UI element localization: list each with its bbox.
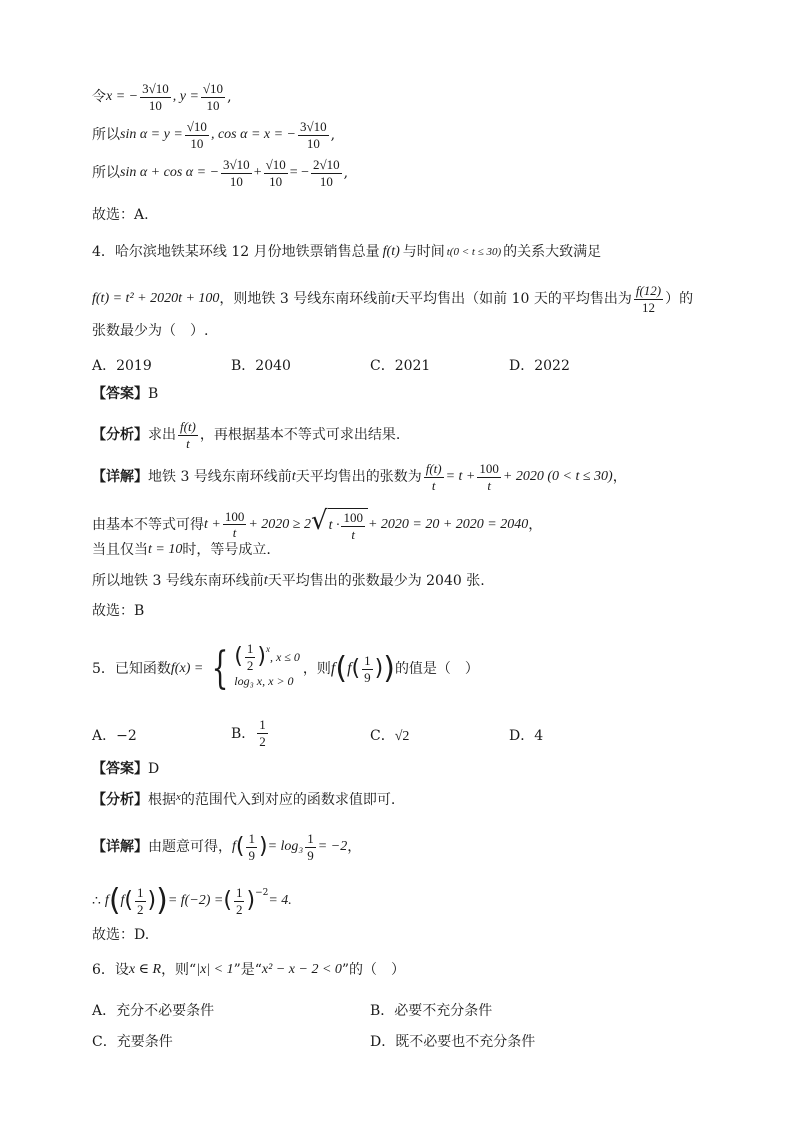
analysis-label: 【分析】 <box>92 427 148 444</box>
numerator: 1 <box>248 831 255 846</box>
text: 时，等号成立. <box>182 542 271 558</box>
numerator: √10 <box>202 81 224 96</box>
math-var: f <box>104 893 109 909</box>
text: 设 <box>114 962 129 978</box>
answer-value: D <box>148 761 160 777</box>
denominator: t <box>431 477 436 493</box>
case-2 <box>234 669 300 693</box>
numerator: f(t) <box>425 461 442 476</box>
piecewise-function <box>206 640 300 694</box>
choose-line <box>92 208 149 222</box>
solution-line-2 <box>92 120 335 150</box>
math-expr: f(t) <box>382 244 400 259</box>
text: ， <box>612 469 627 486</box>
text: 天平均售出（如前 10 天的平均售出为 <box>395 291 632 308</box>
q6-option-c: C．充要条件 <box>92 1034 173 1050</box>
fraction <box>245 642 256 672</box>
math-expr: = − <box>289 165 310 181</box>
exponent: x <box>265 643 270 654</box>
fraction <box>424 462 444 492</box>
text: , <box>330 127 336 144</box>
text: ，则 <box>302 661 331 677</box>
text: ）的 <box>665 291 694 308</box>
math-var: t <box>291 469 296 485</box>
text: 根据 <box>148 792 176 808</box>
analysis-label: 【分析】 <box>92 792 148 808</box>
paren-icon: ( <box>108 883 121 919</box>
numerator: 3√10 <box>142 81 169 96</box>
q4-stem-line-2 <box>92 284 693 314</box>
denominator: 9 <box>307 847 314 863</box>
question-number: 6． <box>92 962 115 978</box>
fraction <box>201 82 225 112</box>
math-expr: f(x) = <box>170 661 204 676</box>
math-expr: sin α = y = <box>120 127 183 143</box>
q6-option-d: D．既不必要也不充分条件 <box>370 1034 536 1050</box>
fraction <box>341 511 365 541</box>
text: ，再根据基本不等式可求出结果. <box>199 427 401 444</box>
paren-icon: ( <box>235 834 245 860</box>
text: ，则地铁 3 号线东南环线前 <box>219 291 392 308</box>
math-var: f <box>330 660 336 677</box>
q5-option-a: A．−2 <box>92 728 137 744</box>
q5-answer <box>92 762 159 776</box>
denominator: 2 <box>137 901 144 917</box>
math-expr: x ∈ R <box>128 962 162 977</box>
q6-stem <box>92 963 405 977</box>
q4-equality-condition <box>92 543 271 557</box>
q5-stem <box>92 640 479 694</box>
denominator: 2 <box>259 733 266 749</box>
fraction <box>223 510 247 540</box>
math-expr: f(t) = t² + 2020t + 100 <box>92 291 220 307</box>
q4-stem-line-1 <box>92 245 601 259</box>
math-expr: t + <box>204 516 221 532</box>
fraction <box>221 158 252 188</box>
paren-icon: ) <box>257 644 266 669</box>
fraction <box>477 462 501 492</box>
math-var: x <box>176 790 181 803</box>
math-var: f <box>347 660 352 677</box>
paren-icon: ( <box>234 644 243 669</box>
fraction <box>264 158 288 188</box>
text: 的关系大致满足 <box>503 244 602 260</box>
answer-label: 【答案】 <box>92 386 148 402</box>
q4-stem-line-3 <box>92 324 208 338</box>
fraction <box>135 886 146 916</box>
fraction <box>634 284 663 314</box>
math-var: t <box>391 291 396 307</box>
numerator: 3√10 <box>223 157 250 172</box>
math-var: f <box>232 839 236 855</box>
fraction <box>362 654 373 684</box>
math-expr: = log₃ <box>267 839 304 855</box>
q5-option-d: D．4 <box>509 728 544 744</box>
text: 故选：D. <box>92 927 150 943</box>
text: 天平均售出的张数最少为 2040 张. <box>267 573 485 589</box>
math-expr: x² − x − 2 < 0 <box>261 962 342 977</box>
fraction <box>311 158 342 188</box>
q5-choose <box>92 928 149 942</box>
math-expr: sin α + cos α = − <box>120 165 220 181</box>
q4-answer <box>92 387 158 401</box>
exponent: −2 <box>255 887 269 898</box>
q5-option-b <box>231 718 270 748</box>
fraction <box>234 886 245 916</box>
detail-label: 【详解】 <box>92 469 148 486</box>
condition: , x ≤ 0 <box>269 650 300 664</box>
text: 与时间 <box>402 244 445 260</box>
cases <box>234 640 300 693</box>
case-1 <box>234 640 300 673</box>
fraction <box>140 82 171 112</box>
denominator: 10 <box>269 173 283 189</box>
numerator: 1 <box>235 885 243 900</box>
solution-line-3 <box>92 158 348 188</box>
math-expr: x = − <box>106 89 139 105</box>
math-expr: + <box>253 165 262 181</box>
radical-sign-icon: √ <box>310 506 328 536</box>
text: ， <box>347 839 362 856</box>
numerator: √10 <box>265 157 286 172</box>
fraction <box>257 718 268 748</box>
q5-option-c <box>370 725 409 745</box>
paren-icon: ( <box>351 656 361 681</box>
radicand <box>328 508 368 541</box>
numerator: 100 <box>479 461 499 476</box>
q4-option-a: A．2019 <box>92 358 152 374</box>
denominator: 12 <box>641 299 655 315</box>
denominator: t <box>487 477 491 493</box>
math-expr: , cos α = x = − <box>210 127 297 143</box>
denominator: 2 <box>235 901 243 917</box>
q5-analysis <box>92 790 396 808</box>
math-expr: |x| < 1 <box>196 962 234 977</box>
fraction <box>185 120 209 150</box>
numerator: 100 <box>343 510 363 525</box>
solution-line-1 <box>92 82 232 112</box>
math-expr: t · <box>328 517 340 533</box>
q5-therefore <box>92 883 292 919</box>
text: , <box>343 165 349 182</box>
text: 令 <box>92 89 106 106</box>
q6-option-b: B．必要不充分条件 <box>370 1003 493 1019</box>
numerator: 1 <box>137 885 144 900</box>
q6-option-a: A．充分不必要条件 <box>92 1003 215 1019</box>
numerator: 1 <box>246 640 254 656</box>
text: ”是“ <box>233 962 262 978</box>
answer-value: B <box>148 386 159 402</box>
paren-icon: ) <box>383 651 395 686</box>
q4-option-c: C．2021 <box>370 358 431 374</box>
numerator: 1 <box>259 717 266 732</box>
text: 哈尔滨地铁某环线 12 月份地铁票销售总量 <box>114 244 380 260</box>
denominator: 10 <box>319 173 333 189</box>
text: 当且仅当 <box>92 542 148 558</box>
paren-icon: ) <box>156 883 168 919</box>
q4-choose <box>92 604 144 618</box>
paren-icon: ( <box>335 651 348 686</box>
math-expr: t = 10 <box>148 542 183 557</box>
text: 由题意可得， <box>148 839 232 856</box>
math-expr: = −2 <box>317 839 348 855</box>
paren-icon: ) <box>258 834 268 860</box>
option-label: B． <box>231 726 256 743</box>
paren-icon: ( <box>124 888 134 914</box>
math-expr: + 2020 ≥ 2 <box>248 516 311 532</box>
q5-detail <box>92 832 361 862</box>
paren-icon: ) <box>147 888 157 914</box>
math-expr: = 4. <box>268 893 292 909</box>
numerator: f(t) <box>180 419 196 434</box>
q4-option-b: B．2040 <box>231 358 291 374</box>
q4-conclusion <box>92 574 485 588</box>
denominator: 9 <box>364 669 371 685</box>
numerator: 100 <box>224 508 245 524</box>
denominator: 10 <box>190 135 204 151</box>
square-root <box>311 508 368 541</box>
text: 由基本不等式可得 <box>92 516 204 533</box>
text: 所以 <box>92 165 120 182</box>
text: 所以 <box>92 127 120 144</box>
text: 求出 <box>148 427 176 444</box>
text: 张数最少为（ ）. <box>92 323 209 339</box>
text: ，则“ <box>161 962 197 978</box>
denominator: t <box>232 525 237 541</box>
fraction <box>305 832 316 862</box>
paren-icon: ( <box>223 888 232 914</box>
option-label: C． <box>370 728 395 744</box>
denominator: 9 <box>248 847 255 863</box>
text: ， <box>528 516 543 533</box>
denominator: t <box>186 435 190 451</box>
fraction <box>246 832 257 862</box>
question-number: 4． <box>92 244 115 260</box>
text: 的值是（ ） <box>394 661 479 677</box>
numerator: 2√10 <box>313 157 340 172</box>
left-brace-icon: { <box>211 643 229 694</box>
text: , <box>227 89 232 106</box>
numerator: 3√10 <box>300 119 327 134</box>
text: 天平均售出的张数为 <box>295 469 422 486</box>
option-value: √2 <box>394 729 410 744</box>
numerator: f(12) <box>635 283 662 298</box>
numerator: √10 <box>186 119 207 134</box>
math-var: t <box>263 573 268 588</box>
q4-analysis <box>92 420 400 450</box>
math-expr: = f(−2) = <box>167 893 224 909</box>
question-number: 5． <box>92 661 115 677</box>
text: ”的（ ） <box>341 962 406 978</box>
text: 的范围代入到对应的函数求值即可. <box>180 792 396 808</box>
math-expr: + 2020 = 20 + 2020 = 2040 <box>367 516 529 532</box>
denominator: 10 <box>229 173 243 189</box>
denominator: 10 <box>206 97 220 113</box>
denominator: 10 <box>306 135 320 151</box>
q4-inequality <box>92 508 542 541</box>
denominator: t <box>351 526 356 542</box>
paren-icon: ) <box>246 888 256 914</box>
math-expr: = t + <box>445 469 476 485</box>
therefore-symbol: ∴ <box>92 893 101 910</box>
fraction <box>298 120 329 150</box>
q4-detail <box>92 462 627 492</box>
text: 所以地铁 3 号线东南环线前 <box>92 573 264 589</box>
math-expr: t(0 < t ≤ 30) <box>446 245 502 258</box>
detail-label: 【详解】 <box>92 839 148 856</box>
math-var: f <box>120 893 125 909</box>
numerator: 1 <box>364 652 371 668</box>
text: 故选：A. <box>92 207 149 223</box>
math-expr: , y = <box>172 89 199 105</box>
numerator: 1 <box>307 831 314 846</box>
math-expr: + 2020 (0 < t ≤ 30) <box>502 469 613 485</box>
paren-icon: ) <box>374 656 384 681</box>
denominator: 10 <box>148 97 162 113</box>
q4-option-d: D．2022 <box>509 358 570 374</box>
condition: log₃ x, x > 0 <box>234 674 294 688</box>
text: 已知函数 <box>114 661 171 677</box>
denominator: 2 <box>246 657 254 673</box>
answer-label: 【答案】 <box>92 761 148 777</box>
text: 地铁 3 号线东南环线前 <box>148 469 292 486</box>
text: 故选：B <box>92 603 145 619</box>
fraction <box>178 420 198 450</box>
